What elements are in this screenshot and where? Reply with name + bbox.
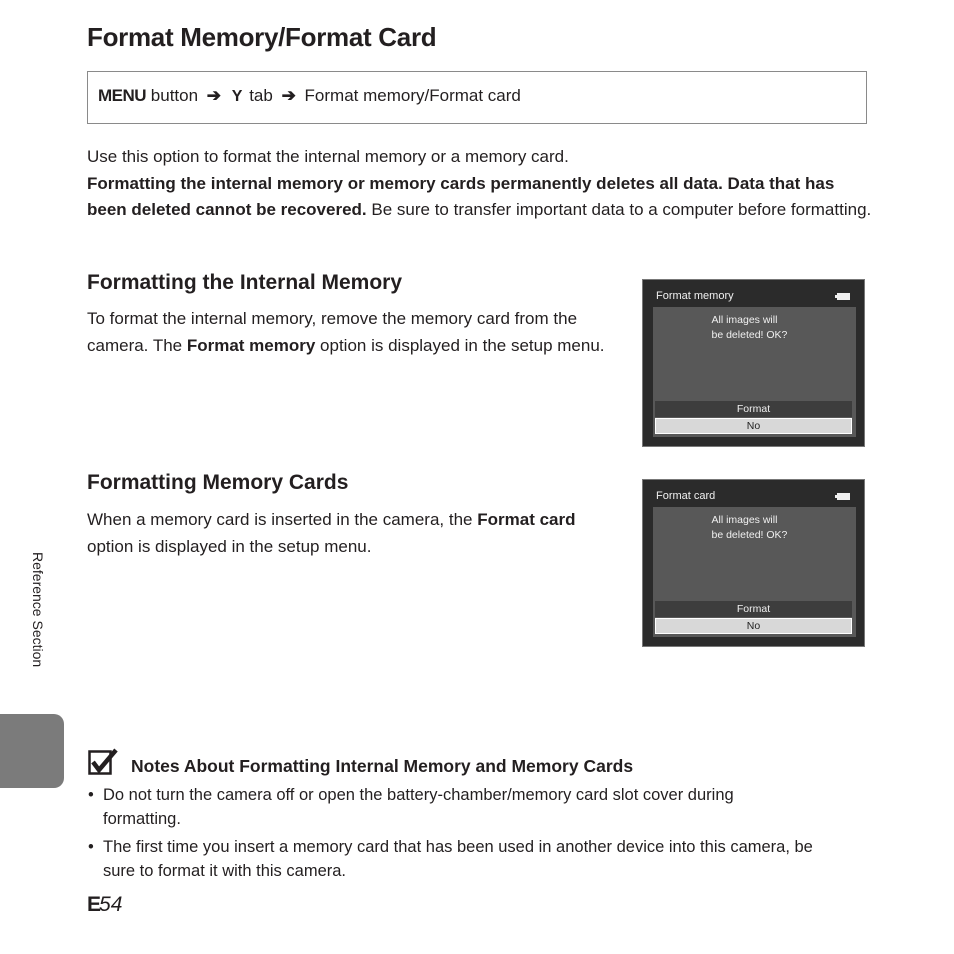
bullet-text: The first time you insert a memory card that has been used in another device into this camera, be (103, 838, 813, 856)
body-text: option is displayed in the setup menu. (315, 335, 605, 355)
side-section-label: Reference Section (30, 552, 46, 668)
arrow-right-icon: ➔ (206, 86, 222, 105)
page-title: Format Memory/Format Card (87, 22, 437, 52)
body-text: To format the internal memory, remove the memory card from the camera. The (87, 309, 578, 355)
section-body-internal-memory (87, 306, 617, 359)
section-title-internal-memory: Formatting the Internal Memory (87, 271, 403, 294)
checkmark-note-icon (88, 748, 118, 776)
camera-screen-format-memory (642, 279, 865, 447)
menu-button-icon: MENU (98, 86, 147, 105)
menu-path (98, 86, 521, 106)
section-body-memory-cards (87, 507, 617, 560)
battery-icon (837, 293, 850, 300)
body-bold-text: Format memory (186, 335, 316, 355)
warning-text: Be sure to transfer important data to a computer before formatting. (366, 200, 872, 219)
notes-title: Notes About Formatting Internal Memory and Memory Cards (131, 756, 634, 776)
arrow-right-icon: ➔ (281, 86, 296, 105)
format-option[interactable]: Format (655, 401, 852, 417)
message-line: be deleted! OK? (711, 328, 788, 341)
notes-list (87, 783, 877, 887)
screen-title: Format card (656, 490, 716, 502)
intro-line: Use this option to format the internal memory or a memory card. (87, 147, 569, 166)
message-line: All images will (711, 314, 778, 326)
bullet-icon: • (88, 838, 94, 856)
battery-icon (837, 493, 850, 500)
no-option[interactable]: No (655, 618, 852, 634)
bullet-text: sure to format it with this camera. (103, 862, 346, 880)
page-number (87, 893, 122, 917)
confirm-dialog (653, 507, 856, 637)
button-text: button (150, 86, 199, 105)
intro-paragraph (87, 144, 877, 224)
section-title-memory-cards: Formatting Memory Cards (87, 471, 349, 494)
warning-text-bold-2: Data that has been deleted cannot be recovered. (87, 173, 835, 219)
tab-text: tab (249, 86, 273, 105)
message-line: be deleted! OK? (711, 528, 788, 541)
list-item (87, 835, 877, 883)
menu-destination: Format memory/Format card (304, 86, 521, 105)
bullet-text: Do not turn the camera off or open the battery-chamber/memory card slot cover during (103, 786, 734, 804)
menu-path-box (87, 71, 867, 124)
bullet-icon: • (88, 786, 94, 804)
message-line: All images will (711, 514, 778, 526)
warning-text-bold: Formatting the internal memory or memory cards permanently deletes all data. (87, 173, 723, 193)
format-option[interactable]: Format (655, 601, 852, 617)
page-number-value: 54 (99, 893, 123, 916)
side-tab-marker (0, 714, 64, 788)
confirm-message (653, 513, 856, 542)
no-option[interactable]: No (655, 418, 852, 434)
list-item (87, 783, 877, 831)
confirm-message (653, 313, 856, 342)
screen-title: Format memory (656, 290, 734, 302)
body-text: When a memory card is inserted in the camera, the (87, 510, 478, 529)
confirm-dialog (653, 307, 856, 437)
camera-screen-format-card (642, 479, 865, 647)
bullet-text: formatting. (103, 810, 181, 828)
body-bold-text: Format card (477, 510, 576, 529)
wrench-tab-icon: Y (231, 88, 243, 105)
reference-e-icon: E (87, 893, 100, 916)
body-text: option is displayed in the setup menu. (87, 536, 372, 556)
